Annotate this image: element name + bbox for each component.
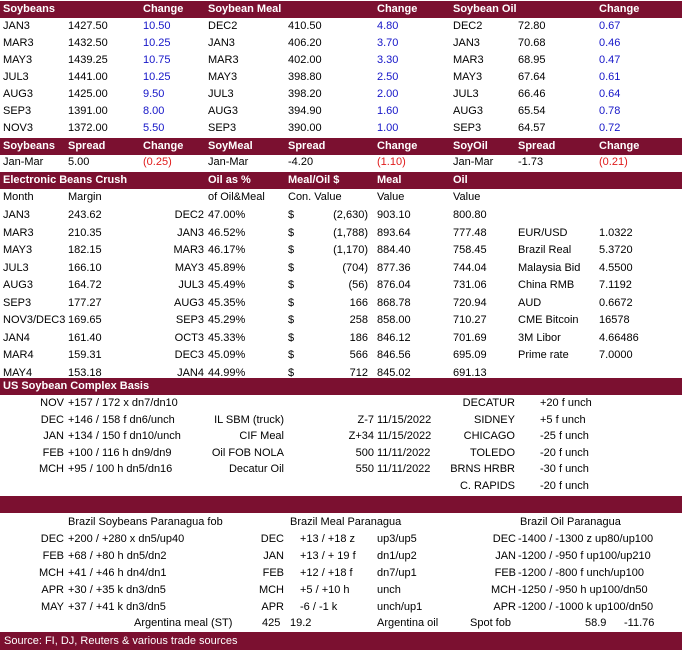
meal-value: 868.78 (377, 296, 411, 309)
dollar-sign: $ (288, 349, 295, 361)
basis-location-value: -30 f unch (540, 463, 589, 475)
oil-month: MAR3 (453, 54, 484, 66)
basis-location: SIDNEY (474, 413, 515, 426)
oil-value: 720.94 (453, 296, 487, 309)
futures-header: Soybeans Change Soybean Meal Change Soybean Oil Change (0, 1, 682, 18)
basis-location: TOLEDO (469, 446, 515, 459)
meal-value: 858.00 (377, 314, 411, 326)
spot-fob-value: 58.9 (585, 617, 607, 629)
meal-change: 2.50 (377, 71, 399, 83)
oil-share-pct: 47.00% (208, 209, 246, 221)
soybean-price: 1425.00 (68, 88, 108, 100)
soybean-month: SEP3 (3, 105, 32, 117)
oil-price: 67.64 (518, 71, 546, 83)
con-value: (704) (342, 261, 368, 274)
oil-share-pct: 46.17% (208, 244, 246, 256)
market-value: 0.6672 (599, 296, 633, 309)
spread-value: -1.73 (518, 156, 544, 168)
crush-month: MAR4 (3, 349, 34, 361)
basis-month: JAN (43, 430, 64, 442)
oil-share-month: SEP3 (175, 314, 204, 326)
basis-product-date: 11/11/2022 (377, 463, 431, 475)
crush-month: SEP3 (3, 296, 32, 309)
meal-value: 877.36 (377, 261, 411, 274)
spot-fob-change: -11.76 (624, 617, 655, 629)
soybean-month: JUL3 (3, 71, 29, 83)
oil-change: 0.72 (599, 122, 621, 134)
meal-month: JUL3 (208, 88, 234, 100)
market-label: Prime rate (518, 349, 569, 361)
oil-month: AUG3 (453, 105, 483, 117)
meal-value: 846.56 (377, 349, 411, 361)
brazil-soy-month: APR (41, 584, 64, 596)
col-margin: Margin (68, 191, 102, 203)
con-value: 166 (349, 296, 368, 309)
oil-price: 72.80 (518, 20, 546, 32)
oil-share-month: AUG3 (174, 296, 204, 309)
crush-month: AUG3 (3, 279, 33, 291)
oil-share-month: DEC3 (174, 349, 204, 361)
brazil-meal-change: unch (377, 584, 401, 596)
col-month: Month (3, 191, 34, 203)
oil-share-month: DEC2 (174, 209, 204, 221)
oil-month: SEP3 (453, 122, 482, 134)
meal-month: JAN3 (208, 37, 235, 49)
basis-value: +146 / 158 f dn6/unch (68, 413, 175, 426)
spread-change: (0.21) (599, 156, 628, 168)
crush-margin: 243.62 (68, 209, 102, 221)
market-value: 7.0000 (599, 349, 633, 361)
market-value: 16578 (599, 314, 630, 326)
brazil-soy-value: +68 / +80 h dn5/dn2 (68, 550, 167, 562)
spot-fob-label: Spot fob (470, 617, 511, 629)
basis-product-value: Z-7 (357, 413, 374, 426)
soybean-month: MAR3 (3, 37, 34, 49)
spread-value: 5.00 (68, 156, 90, 168)
meal-change: 3.70 (377, 37, 399, 49)
brazil-oil-month: MCH (490, 584, 516, 596)
oil-price: 70.68 (518, 37, 546, 49)
meal-change: 1.60 (377, 105, 399, 117)
basis-product-value: 500 (355, 446, 374, 459)
crush-margin: 161.40 (68, 331, 102, 344)
spread-label: Jan-Mar (208, 156, 249, 168)
brazil-meal-month: DEC (260, 533, 284, 545)
crush-margin: 177.27 (68, 296, 102, 309)
basis-location: C. RAPIDS (459, 479, 515, 492)
oil-share-month: JAN3 (177, 226, 204, 239)
oil-value: 777.48 (453, 226, 487, 239)
market-label: CME Bitcoin (518, 314, 579, 326)
oil-change: 0.61 (599, 71, 621, 83)
dollar-sign: $ (288, 244, 295, 256)
basis-location: BRNS HRBR (450, 463, 515, 475)
oil-change: 0.47 (599, 54, 621, 66)
meal-month: DEC2 (208, 20, 238, 32)
oil-share-pct: 45.09% (208, 349, 246, 361)
meal-change: 4.80 (377, 20, 399, 32)
basis-value: +95 / 100 h dn5/dn16 (68, 463, 173, 475)
meal-price: 398.20 (288, 88, 322, 100)
brazil-soy-value: +30 / +35 k dn3/dn5 (68, 584, 166, 596)
crush-margin: 182.15 (68, 244, 102, 256)
crush-margin: 153.18 (68, 366, 102, 379)
basis-product-date: 11/15/2022 (377, 413, 432, 426)
brazil-meal-value: -6 / -1 k (300, 601, 338, 613)
oil-month: JAN3 (453, 37, 480, 49)
oil-share-pct: 46.52% (208, 226, 246, 239)
basis-product: IL SBM (truck) (214, 413, 284, 426)
basis-product: CIF Meal (239, 430, 284, 442)
soybean-price: 1432.50 (68, 37, 108, 49)
basis-product: Oil FOB NOLA (211, 446, 284, 459)
oil-share-month: MAY3 (174, 261, 204, 274)
meal-month: MAR3 (208, 54, 239, 66)
meal-price: 406.20 (288, 37, 322, 49)
soybean-month: JAN3 (3, 20, 30, 32)
oil-value: 731.06 (453, 279, 487, 291)
soybean-price: 1441.00 (68, 71, 108, 83)
brazil-oil-month: APR (493, 601, 516, 613)
market-label: AUD (518, 296, 542, 309)
basis-location: DECATUR (462, 397, 515, 409)
argentina-meal-change: 19.2 (290, 617, 312, 629)
oil-value: 695.09 (453, 349, 487, 361)
brazil-meal-month: JAN (263, 550, 284, 562)
crush-month: JUL3 (3, 261, 29, 274)
brazil-soy-month: MAY (40, 601, 64, 613)
crush-margin: 159.31 (68, 349, 102, 361)
oil-price: 68.95 (518, 54, 546, 66)
crush-month: MAY3 (3, 244, 33, 256)
con-value: (2,630) (333, 209, 368, 221)
crush-month: NOV3/DEC3 (3, 314, 66, 326)
meal-value: 884.40 (377, 244, 411, 256)
market-value: 4.5500 (599, 261, 633, 274)
soybean-price: 1439.25 (68, 54, 108, 66)
oil-share-pct: 45.35% (208, 296, 246, 309)
soybean-month: MAY3 (3, 54, 33, 66)
oil-share-month: JAN4 (177, 366, 204, 379)
meal-value: 903.10 (377, 209, 411, 221)
brazil-soy-title: Brazil Soybeans Paranagua fob (68, 516, 223, 528)
crush-month: JAN3 (3, 209, 30, 221)
meal-value: 893.64 (377, 226, 411, 239)
meal-price: 402.00 (288, 54, 322, 66)
brazil-meal-month: FEB (262, 567, 284, 579)
meal-change: 1.00 (377, 122, 399, 134)
oil-value: 758.45 (453, 244, 487, 256)
oil-share-pct: 45.33% (208, 331, 246, 344)
argentina-oil-label: Argentina oil (377, 617, 439, 629)
spread-label: Jan-Mar (3, 156, 44, 168)
soybean-change: 10.25 (143, 37, 171, 49)
brazil-meal-value: +5 / +10 h (300, 584, 350, 596)
dollar-sign: $ (288, 226, 295, 239)
oil-share-month: OCT3 (174, 331, 204, 344)
argentina-meal-label: Argentina meal (ST) (134, 617, 233, 629)
con-value: 712 (349, 366, 368, 379)
crush-margin: 164.72 (68, 279, 102, 291)
meal-value: 876.04 (377, 279, 411, 291)
soybean-change: 5.50 (143, 122, 165, 134)
meal-price: 394.90 (288, 105, 322, 117)
brazil-meal-change: unch/up1 (377, 601, 423, 613)
oil-price: 64.57 (518, 122, 546, 134)
source-footer (0, 632, 682, 650)
meal-month: AUG3 (208, 105, 238, 117)
basis-location-value: +5 f unch (540, 413, 586, 426)
brazil-meal-value: +12 / +18 f (300, 567, 353, 579)
brazil-meal-month: APR (261, 601, 284, 613)
basis-location-value: +20 f unch (540, 397, 592, 409)
con-value: 186 (349, 331, 368, 344)
brazil-meal-change: up3/up5 (377, 533, 417, 545)
col-oil-value: Value (453, 191, 481, 203)
spread-header: Soybeans Spread Change SoyMeal Spread Change SoyOil Spread Change (0, 138, 682, 155)
brazil-oil-month: FEB (494, 567, 516, 579)
oil-share-pct: 45.29% (208, 314, 246, 326)
crush-month: JAN4 (3, 331, 30, 344)
meal-change: 3.30 (377, 54, 399, 66)
oil-month: JUL3 (453, 88, 479, 100)
basis-location-value: -20 f unch (540, 479, 589, 492)
brazil-soy-value: +200 / +280 x dn5/up40 (68, 533, 185, 545)
basis-month: MCH (38, 463, 64, 475)
meal-month: MAY3 (208, 71, 238, 83)
basis-value: +100 / 116 h dn9/dn9 (68, 446, 172, 459)
brazil-oil-month: JAN (495, 550, 516, 562)
spread-label: Jan-Mar (453, 156, 494, 168)
dollar-sign: $ (288, 279, 295, 291)
crush-month: MAY4 (3, 366, 33, 379)
soybean-change: 8.00 (143, 105, 165, 117)
oil-change: 0.46 (599, 37, 621, 49)
market-label: Brazil Real (518, 244, 572, 256)
basis-value: +157 / 172 x dn7/dn10 (68, 397, 178, 409)
brazil-oil-value: -1250 / -950 h up100/dn50 (518, 584, 648, 596)
spread-change: (1.10) (377, 156, 406, 168)
con-value: 258 (349, 314, 368, 326)
brazil-soy-value: +41 / +46 h dn4/dn1 (68, 567, 167, 579)
col-oil-pct: of Oil&Meal (208, 191, 265, 203)
basis-location-value: -25 f unch (540, 430, 589, 442)
meal-price: 398.80 (288, 71, 322, 83)
brazil-meal-month: MCH (258, 584, 284, 596)
soybean-price: 1391.00 (68, 105, 108, 117)
basis-product-date: 11/15/2022 (377, 430, 432, 442)
meal-price: 390.00 (288, 122, 322, 134)
oil-share-pct: 45.89% (208, 261, 246, 274)
brazil-soy-month: DEC (40, 533, 64, 545)
market-value: 1.0322 (599, 226, 633, 239)
basis-product-date: 11/11/2022 (377, 446, 431, 459)
brazil-soy-month: FEB (42, 550, 64, 562)
brazil-soy-value: +37 / +41 k dn3/dn5 (68, 601, 166, 613)
brazil-meal-value: +13 / +18 z (300, 533, 356, 545)
basis-month: FEB (42, 446, 64, 459)
brazil-meal-change: dn1/up2 (377, 550, 417, 562)
soybean-change: 10.50 (143, 20, 171, 32)
brazil-soy-month: MCH (38, 567, 64, 579)
oil-share-pct: 45.49% (208, 279, 246, 291)
oil-month: MAY3 (453, 71, 483, 83)
spread-value: -4.20 (288, 156, 314, 168)
brazil-oil-value: -1200 / -950 f up100/up210 (518, 550, 651, 562)
basis-product: Decatur Oil (228, 463, 284, 475)
market-label: 3M Libor (518, 331, 561, 344)
con-value: (1,170) (333, 244, 368, 256)
basis-header: US Soybean Complex Basis (0, 378, 682, 395)
oil-share-month: JUL3 (178, 279, 204, 291)
brazil-meal-value: +13 / + 19 f (300, 550, 356, 562)
oil-price: 66.46 (518, 88, 546, 100)
market-value: 7.1192 (599, 279, 632, 291)
brazil-oil-value: -1200 / -1000 k up100/dn50 (518, 601, 654, 613)
crush-header: Electronic Beans Crush Oil as % Meal/Oil $ Meal Oil (0, 172, 682, 189)
meal-month: SEP3 (208, 122, 237, 134)
soybean-change: 10.25 (143, 71, 171, 83)
spread-change: (0.25) (143, 156, 172, 168)
basis-month: NOV (40, 397, 64, 409)
soybean-change: 9.50 (143, 88, 165, 100)
oil-share-month: MAR3 (173, 244, 204, 256)
market-label: EUR/USD (518, 226, 568, 239)
basis-location: CHICAGO (463, 430, 515, 442)
dollar-sign: $ (288, 261, 295, 274)
argentina-meal-value: 425 (262, 617, 281, 629)
oil-share-pct: 44.99% (208, 366, 246, 379)
oil-value: 701.69 (453, 331, 487, 344)
basis-value: +134 / 150 f dn10/unch (68, 430, 181, 442)
dollar-sign: $ (288, 331, 295, 344)
brazil-oil-month: DEC (492, 533, 516, 545)
con-value: 566 (349, 349, 368, 361)
brazil-oil-value: -1200 / -800 f unch/up100 (518, 567, 644, 579)
oil-value: 800.80 (453, 209, 487, 221)
soybean-month: NOV3 (3, 122, 33, 134)
crush-margin: 210.35 (68, 226, 102, 239)
basis-month: DEC (40, 413, 64, 426)
basis-location-value: -20 f unch (540, 446, 589, 459)
source-text: Source: FI, DJ, Reuters & various trade sources (4, 635, 238, 647)
col-meal-value: Value (377, 191, 405, 203)
brazil-oil-value: -1400 / -1300 z up80/up100 (518, 533, 654, 545)
soybean-change: 10.75 (143, 54, 171, 66)
dollar-sign: $ (288, 366, 295, 379)
soybean-price: 1372.00 (68, 122, 108, 134)
crush-margin: 166.10 (68, 261, 102, 274)
brazil-oil-title: Brazil Oil Paranagua (520, 516, 621, 528)
oil-value: 744.04 (453, 261, 487, 274)
soybean-month: AUG3 (3, 88, 33, 100)
brazil-meal-change: dn7/up1 (377, 567, 417, 579)
section-divider-band (0, 496, 682, 513)
meal-change: 2.00 (377, 88, 399, 100)
oil-value: 691.13 (453, 366, 487, 379)
market-label: Malaysia Bid (518, 261, 581, 274)
con-value: (1,788) (333, 226, 368, 239)
dollar-sign: $ (288, 209, 295, 221)
crush-margin: 169.65 (68, 314, 102, 326)
meal-value: 846.12 (377, 331, 411, 344)
market-value: 5.3720 (599, 244, 633, 256)
oil-value: 710.27 (453, 314, 487, 326)
oil-change: 0.67 (599, 20, 621, 32)
crush-month: MAR3 (3, 226, 34, 239)
dollar-sign: $ (288, 296, 295, 309)
col-con-value: Con. Value (288, 191, 342, 203)
market-value: 4.66486 (599, 331, 639, 344)
soybean-price: 1427.50 (68, 20, 108, 32)
oil-change: 0.64 (599, 88, 621, 100)
meal-price: 410.50 (288, 20, 322, 32)
oil-price: 65.54 (518, 105, 546, 117)
meal-value: 845.02 (377, 366, 411, 379)
brazil-meal-title: Brazil Meal Paranagua (290, 516, 402, 528)
basis-product-value: 550 (355, 463, 374, 475)
basis-product-value: Z+34 (348, 430, 374, 442)
dollar-sign: $ (288, 314, 295, 326)
con-value: (56) (348, 279, 368, 291)
oil-month: DEC2 (453, 20, 483, 32)
market-label: China RMB (518, 279, 575, 291)
oil-change: 0.78 (599, 105, 621, 117)
